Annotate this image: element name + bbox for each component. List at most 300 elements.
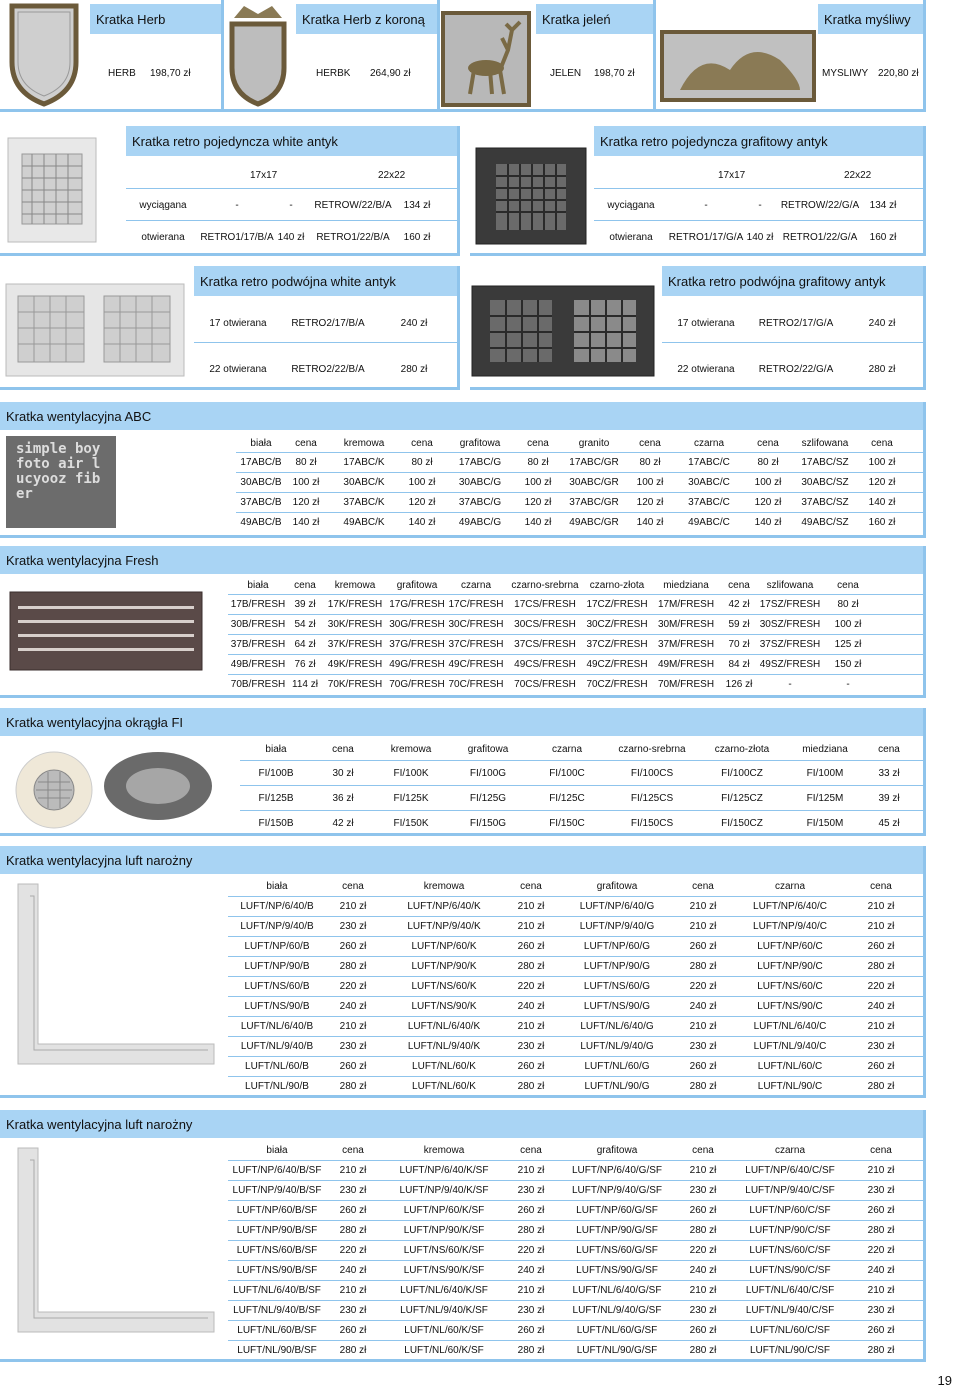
- herb-panel-1: [224, 0, 440, 112]
- luft1-row: [228, 997, 926, 1016]
- fi-row-cell: FI/150K: [393, 817, 429, 829]
- fresh-row-cell: 70C/FRESH: [448, 679, 504, 690]
- fi-row-cell: FI/125CS: [630, 792, 674, 804]
- luft2-row-cell: LUFT/NL/6/40/C/SF: [745, 1285, 835, 1296]
- luft1-row-cell: LUFT/NL/6/40/G: [580, 1021, 654, 1032]
- herb-title-1: Kratka Herb z koroną: [296, 4, 437, 34]
- abc-row-cell: 120 zł: [868, 477, 896, 488]
- fresh-row-cell: 126 zł: [725, 679, 753, 690]
- luft1-row-cell: LUFT/NS/90/C: [757, 1001, 823, 1012]
- luft2-row-cell: LUFT/NP/6/40/C/SF: [745, 1165, 835, 1176]
- fresh-row-cell: 70M/FRESH: [657, 679, 715, 690]
- retro-double-white-row-0: 17 otwierana RETRO2/17/B/A 240 zł: [209, 317, 428, 329]
- abc-row-cell: 37ABC/GR: [569, 497, 619, 508]
- luft1-row-cell: 240 zł: [517, 1001, 545, 1012]
- fresh-row-cell: 37G/FRESH: [389, 639, 445, 650]
- fresh-header-row: [228, 576, 926, 594]
- abc-row-cell: 17ABC/G: [458, 457, 502, 468]
- luft1-row-cell: LUFT/NP/60/K: [411, 941, 477, 952]
- luft2-row-cell: 230 zł: [339, 1185, 367, 1196]
- luft1-row-cell: 230 zł: [517, 1041, 545, 1052]
- luft1-row-cell: 260 zł: [689, 941, 717, 952]
- fresh-row-cell: 42 zł: [728, 599, 750, 610]
- fresh-row-cell: 70G/FRESH: [389, 679, 445, 690]
- abc-row: [236, 513, 926, 532]
- luft1-row-cell: LUFT/NP/60/C: [757, 941, 823, 952]
- abc-row-cell: 30ABC/C: [688, 477, 730, 488]
- luft2-row-cell: 260 zł: [517, 1205, 545, 1216]
- abc-row-cell: 100 zł: [524, 477, 552, 488]
- luft1-row-cell: LUFT/NP/6/40/G: [579, 901, 655, 912]
- luft2-row-cell: 230 zł: [867, 1185, 895, 1196]
- luft2-row-cell: 240 zł: [867, 1265, 895, 1276]
- fi-row-cell: FI/100M: [806, 767, 844, 779]
- fi-row-cell: 42 zł: [332, 817, 354, 829]
- abc-row-cell: 17ABC/C: [688, 457, 730, 468]
- luft2-row-cell: LUFT/NP/90/K/SF: [403, 1225, 485, 1236]
- fi-row-cell: 36 zł: [332, 792, 354, 804]
- luft1-row-cell: LUFT/NP/9/40/B: [240, 921, 314, 932]
- luft2-row-cell: LUFT/NL/90/C/SF: [749, 1345, 831, 1356]
- luft2-row-cell: 260 zł: [689, 1205, 717, 1216]
- luft2-row-cell: LUFT/NP/9/40/C/SF: [745, 1185, 835, 1196]
- luft1-header-row-cell: czarna: [774, 880, 805, 892]
- abc-row-cell: 100 zł: [868, 457, 896, 468]
- herb-crown-image: [224, 2, 292, 108]
- abc-row-cell: 30ABC/B: [240, 477, 282, 488]
- luft1-row-cell: 210 zł: [339, 1021, 367, 1032]
- luft2-header-row-cell: cena: [870, 1144, 892, 1156]
- abc-header-row-cell: cena: [639, 437, 661, 449]
- luft2-row-cell: 280 zł: [339, 1345, 367, 1356]
- luft1-row-cell: 260 zł: [339, 941, 367, 952]
- luft2-row-cell: 260 zł: [867, 1205, 895, 1216]
- herb-code-0: HERB: [108, 68, 136, 79]
- abc-row-cell: 80 zł: [527, 457, 549, 468]
- luft2-row-cell: 240 zł: [689, 1265, 717, 1276]
- abc-row-cell: 80 zł: [295, 457, 317, 468]
- abc-row-cell: 49ABC/GR: [569, 517, 619, 528]
- fresh-row-cell: 39 zł: [294, 599, 316, 610]
- luft2-row-cell: LUFT/NS/90/G/SF: [576, 1265, 658, 1276]
- fresh-row-cell: 49B/FRESH: [230, 659, 286, 670]
- luft1-row-cell: LUFT/NL/9/40/K: [407, 1041, 481, 1052]
- fi-header-row-cell: kremowa: [390, 743, 432, 755]
- luft2-row-cell: 230 zł: [867, 1305, 895, 1316]
- fi-row-cell: 33 zł: [878, 767, 900, 779]
- luft2-row-cell: LUFT/NL/6/40/K/SF: [400, 1285, 488, 1296]
- luft1-row-cell: LUFT/NS/90/G: [583, 1001, 651, 1012]
- luft1-row-cell: 210 zł: [867, 1021, 895, 1032]
- luft2-row-cell: 230 zł: [517, 1305, 545, 1316]
- fresh-row-cell: 17C/FRESH: [448, 599, 504, 610]
- luft1-row-cell: 230 zł: [689, 1041, 717, 1052]
- fi-row: [240, 811, 926, 835]
- luft1-row-cell: LUFT/NL/9/40/G: [580, 1041, 654, 1052]
- fresh-row: [228, 635, 926, 654]
- luft1-row-cell: 280 zł: [517, 1081, 545, 1092]
- luft2-row-cell: 210 zł: [339, 1285, 367, 1296]
- fi-section: [0, 708, 926, 836]
- luft1-row-cell: 230 zł: [339, 1041, 367, 1052]
- luft2-row-cell: 240 zł: [517, 1265, 545, 1276]
- fresh-section: [0, 546, 926, 698]
- luft1-row-cell: 210 zł: [517, 901, 545, 912]
- retro-double-graphite-title: Kratka retro podwójna grafitowy antyk: [662, 266, 923, 296]
- fresh-row-cell: -: [846, 679, 850, 690]
- luft1-row-cell: 280 zł: [867, 1081, 895, 1092]
- fresh-row-cell: 80 zł: [837, 599, 859, 610]
- abc-row-cell: 140 zł: [754, 517, 782, 528]
- fresh-row-cell: 49CS/FRESH: [514, 659, 576, 670]
- luft1-row-cell: 260 zł: [517, 1061, 545, 1072]
- herb-title-2: Kratka jeleń: [536, 4, 653, 34]
- fi-row-cell: FI/150CS: [630, 817, 674, 829]
- fresh-row-cell: 59 zł: [728, 619, 750, 630]
- fresh-row-cell: 30G/FRESH: [389, 619, 445, 630]
- luft1-row-cell: LUFT/NL/60/K: [412, 1061, 476, 1072]
- fresh-row-cell: 30C/FRESH: [448, 619, 504, 630]
- luft1-row-cell: 220 zł: [689, 981, 717, 992]
- luft1-row-cell: 260 zł: [867, 1061, 895, 1072]
- abc-row-cell: 17ABC/B: [240, 457, 282, 468]
- herb-code-1: HERBK: [316, 68, 351, 79]
- luft2-row: [228, 1181, 926, 1200]
- luft2-row: [228, 1301, 926, 1320]
- luft1-row-cell: 210 zł: [867, 921, 895, 932]
- herb-shield-image: [4, 2, 84, 108]
- luft2-row-cell: 210 zł: [339, 1165, 367, 1176]
- luft2-row-cell: LUFT/NS/60/C/SF: [749, 1245, 831, 1256]
- retro-double-white-image: [4, 282, 186, 378]
- fresh-title: Kratka wentylacyjna Fresh: [0, 546, 923, 574]
- fresh-row-cell: 100 zł: [834, 619, 862, 630]
- fresh-row-cell: 49C/FRESH: [448, 659, 504, 670]
- luft2-row-cell: 210 zł: [517, 1285, 545, 1296]
- luft1-row-cell: 230 zł: [867, 1041, 895, 1052]
- retro-single-white-h2: 22x22: [378, 170, 406, 181]
- retro-single-graphite-row-0: wyciągana - - RETROW/22/G/A 134 zł: [607, 199, 897, 211]
- luft2-row-cell: 220 zł: [689, 1245, 717, 1256]
- luft2-row-cell: LUFT/NP/6/40/G/SF: [571, 1165, 663, 1176]
- abc-header-row-cell: biała: [250, 437, 272, 449]
- fresh-header-row-cell: miedziana: [663, 579, 709, 591]
- fresh-row-cell: 30CZ/FRESH: [586, 619, 648, 630]
- luft1-row-cell: 210 zł: [339, 901, 367, 912]
- fresh-row-cell: 30SZ/FRESH: [759, 619, 821, 630]
- luft2-row-cell: 280 zł: [867, 1345, 895, 1356]
- luft1-row-cell: LUFT/NL/60/K: [412, 1081, 476, 1092]
- fresh-row-cell: 37CZ/FRESH: [586, 639, 648, 650]
- retro-single-graphite-h2: 22x22: [844, 170, 872, 181]
- fresh-row-cell: 125 zł: [834, 639, 862, 650]
- luft2-row-cell: LUFT/NS/60/K/SF: [403, 1245, 485, 1256]
- abc-row-cell: 140 zł: [524, 517, 552, 528]
- luft1-row-cell: 210 zł: [517, 921, 545, 932]
- fresh-row-cell: 37B/FRESH: [230, 639, 286, 650]
- luft1-section: [0, 846, 926, 1098]
- luft2-row-cell: 210 zł: [689, 1285, 717, 1296]
- fresh-row-cell: 30CS/FRESH: [514, 619, 576, 630]
- fresh-header-row-cell: szlifowana: [766, 579, 814, 591]
- luft1-row-cell: 260 zł: [867, 941, 895, 952]
- abc-row-cell: 49ABC/K: [343, 517, 385, 528]
- luft2-image: [8, 1144, 222, 1356]
- luft1-row-cell: 280 zł: [689, 1081, 717, 1092]
- abc-row-cell: 49ABC/SZ: [801, 517, 849, 528]
- luft2-header-row-cell: biała: [266, 1144, 288, 1156]
- retro-single-white-row-1: otwierana RETRO1/17/B/A 140 zł RETRO1/22/B/A 160 zł: [141, 231, 431, 243]
- luft2-row-cell: LUFT/NL/60/C/SF: [749, 1325, 831, 1336]
- fi-header-row-cell: biała: [265, 743, 287, 755]
- fresh-header-row-cell: grafitowa: [396, 579, 438, 591]
- luft2-row: [228, 1241, 926, 1260]
- luft2-row-cell: 220 zł: [339, 1245, 367, 1256]
- luft1-row-cell: LUFT/NP/6/40/B: [240, 901, 314, 912]
- abc-row-cell: 37ABC/C: [688, 497, 730, 508]
- fi-row-cell: 45 zł: [878, 817, 900, 829]
- fresh-row-cell: 70 zł: [728, 639, 750, 650]
- luft2-row-cell: 260 zł: [339, 1325, 367, 1336]
- abc-row-cell: 37ABC/K: [343, 497, 385, 508]
- luft1-header-row-cell: cena: [520, 880, 542, 892]
- luft1-row-cell: LUFT/NP/6/40/C: [753, 901, 827, 912]
- abc-row-cell: 100 zł: [754, 477, 782, 488]
- luft2-row-cell: LUFT/NL/9/40/B/SF: [233, 1305, 321, 1316]
- abc-row-cell: 100 zł: [292, 477, 320, 488]
- retro-double-white: [0, 266, 460, 390]
- luft2-row-cell: 280 zł: [867, 1225, 895, 1236]
- luft2-row-cell: 260 zł: [517, 1325, 545, 1336]
- abc-header-row-cell: szlifowana: [801, 437, 849, 449]
- luft2-row-cell: LUFT/NP/9/40/B/SF: [232, 1185, 322, 1196]
- fresh-row: [228, 595, 926, 614]
- abc-row: [236, 453, 926, 472]
- retro-single-white: [0, 126, 460, 256]
- luft1-row-cell: 240 zł: [339, 1001, 367, 1012]
- fresh-row-cell: 70K/FRESH: [327, 679, 383, 690]
- fresh-row-cell: 17SZ/FRESH: [759, 599, 821, 610]
- luft1-row-cell: LUFT/NS/60/K: [411, 981, 477, 992]
- luft2-row-cell: LUFT/NS/90/B/SF: [236, 1265, 318, 1276]
- abc-row: [236, 473, 926, 492]
- abc-row-cell: 120 zł: [636, 497, 664, 508]
- luft1-row-cell: LUFT/NS/60/B: [244, 981, 310, 992]
- retro-single-white-row-0: wyciągana - - RETROW/22/B/A 134 zł: [139, 199, 431, 211]
- abc-row-cell: 140 zł: [868, 497, 896, 508]
- fresh-row: [228, 675, 926, 694]
- abc-image: simple boy foto air lucyooz fiber: [6, 436, 116, 528]
- luft1-header-row-cell: cena: [870, 880, 892, 892]
- luft1-row-cell: 210 zł: [867, 901, 895, 912]
- luft1-row-cell: LUFT/NL/60/G: [584, 1061, 650, 1072]
- luft1-row: [228, 1037, 926, 1056]
- luft1-row-cell: LUFT/NL/60/C: [757, 1061, 823, 1072]
- fi-header-row-cell: czarno-złota: [714, 743, 770, 755]
- fresh-row-cell: 37K/FRESH: [327, 639, 383, 650]
- fresh-row-cell: 150 zł: [834, 659, 862, 670]
- fresh-header-row-cell: czarno-złota: [589, 579, 645, 591]
- fresh-row-cell: 17CZ/FRESH: [586, 599, 648, 610]
- abc-row-cell: 120 zł: [754, 497, 782, 508]
- luft2-row-cell: 210 zł: [867, 1285, 895, 1296]
- luft2-row-cell: 230 zł: [689, 1185, 717, 1196]
- luft2-row-cell: 230 zł: [517, 1185, 545, 1196]
- luft1-row-cell: 280 zł: [517, 961, 545, 972]
- luft2-row-cell: 230 zł: [689, 1305, 717, 1316]
- fresh-row-cell: 37M/FRESH: [657, 639, 715, 650]
- luft1-row: [228, 977, 926, 996]
- luft1-row-cell: LUFT/NL/9/40/C: [753, 1041, 827, 1052]
- fi-row-cell: 30 zł: [332, 767, 354, 779]
- retro-single-white-h1: 17x17: [250, 170, 278, 181]
- luft2-header-row-cell: kremowa: [423, 1144, 465, 1156]
- luft1-row: [228, 1077, 926, 1096]
- retro-double-graphite-row-0: 17 otwierana RETRO2/17/G/A 240 zł: [677, 317, 896, 329]
- fi-row-cell: FI/100C: [549, 767, 585, 779]
- abc-row-cell: 80 zł: [639, 457, 661, 468]
- luft1-row-cell: LUFT/NP/60/G: [583, 941, 651, 952]
- abc-row-cell: 49ABC/G: [458, 517, 502, 528]
- luft2-row-cell: LUFT/NP/60/G/SF: [576, 1205, 658, 1216]
- retro-single-graphite: [470, 126, 926, 256]
- abc-header-row-cell: grafitowa: [459, 437, 501, 449]
- abc-row-cell: 140 zł: [292, 517, 320, 528]
- fresh-row-cell: 64 zł: [294, 639, 316, 650]
- fresh-row-cell: 54 zł: [294, 619, 316, 630]
- fi-header-row-cell: grafitowa: [467, 743, 509, 755]
- luft1-row-cell: 210 zł: [689, 1021, 717, 1032]
- luft2-row-cell: LUFT/NL/6/40/G/SF: [572, 1285, 662, 1296]
- luft1-header-row-cell: cena: [342, 880, 364, 892]
- luft2-row-cell: 210 zł: [689, 1165, 717, 1176]
- luft1-row-cell: LUFT/NP/9/40/K: [407, 921, 481, 932]
- luft2-row-cell: LUFT/NS/90/K/SF: [403, 1265, 485, 1276]
- fresh-row-cell: 70CZ/FRESH: [586, 679, 648, 690]
- abc-row-cell: 120 zł: [408, 497, 436, 508]
- fi-row-cell: FI/125M: [806, 792, 844, 804]
- fresh-row-cell: 17K/FRESH: [327, 599, 383, 610]
- abc-header-row: [236, 434, 926, 452]
- luft1-row-cell: LUFT/NL/6/40/B: [240, 1021, 314, 1032]
- abc-header-row-cell: cena: [411, 437, 433, 449]
- fi-row-cell: FI/150B: [258, 817, 294, 829]
- herb-price-3: 220,80 zł: [878, 68, 919, 79]
- deer-image: [440, 10, 532, 108]
- luft1-row-cell: 220 zł: [517, 981, 545, 992]
- abc-row-cell: 17ABC/SZ: [801, 457, 849, 468]
- abc-row: [236, 493, 926, 512]
- luft2-header-row: [228, 1140, 926, 1160]
- fresh-header-row-cell: cena: [837, 579, 859, 591]
- fi-row-cell: FI/100G: [469, 767, 507, 779]
- luft1-row-cell: 260 zł: [689, 1061, 717, 1072]
- abc-section: [0, 402, 926, 538]
- luft2-row-cell: LUFT/NP/90/B/SF: [236, 1225, 318, 1236]
- fi-row-cell: FI/100CS: [630, 767, 674, 779]
- fresh-row: [228, 655, 926, 674]
- luft1-row-cell: LUFT/NP/90/B: [244, 961, 310, 972]
- luft2-row-cell: LUFT/NL/9/40/G/SF: [572, 1305, 662, 1316]
- retro-double-graphite-row-1: 22 otwierana RETRO2/22/G/A 280 zł: [677, 363, 896, 375]
- fresh-row-cell: 17M/FRESH: [657, 599, 715, 610]
- luft1-header-row-cell: biała: [266, 880, 288, 892]
- abc-title: Kratka wentylacyjna ABC: [0, 402, 923, 430]
- abc-row-cell: 17ABC/K: [343, 457, 385, 468]
- luft2-row: [228, 1341, 926, 1360]
- abc-row-cell: 100 zł: [408, 477, 436, 488]
- luft2-row-cell: LUFT/NP/90/C/SF: [749, 1225, 831, 1236]
- luft2-row-cell: LUFT/NP/60/C/SF: [749, 1205, 831, 1216]
- luft2-row-cell: LUFT/NL/60/K/SF: [404, 1325, 484, 1336]
- luft2-row-cell: 280 zł: [689, 1345, 717, 1356]
- luft1-row-cell: LUFT/NL/9/40/B: [240, 1041, 314, 1052]
- luft2-row-cell: 260 zł: [867, 1325, 895, 1336]
- abc-row-cell: 49ABC/B: [240, 517, 282, 528]
- luft1-row-cell: 260 zł: [339, 1061, 367, 1072]
- abc-row-cell: 30ABC/GR: [569, 477, 619, 488]
- retro-white-image: [6, 136, 98, 244]
- luft1-row-cell: LUFT/NP/9/40/C: [753, 921, 827, 932]
- luft2-row-cell: 280 zł: [339, 1225, 367, 1236]
- abc-row-cell: 37ABC/G: [458, 497, 502, 508]
- fresh-row-cell: 70B/FRESH: [230, 679, 286, 690]
- luft1-row-cell: LUFT/NS/60/C: [757, 981, 823, 992]
- luft2-row-cell: 280 zł: [689, 1225, 717, 1236]
- luft2-row-cell: LUFT/NS/60/B/SF: [236, 1245, 318, 1256]
- luft2-row-cell: LUFT/NS/60/G/SF: [576, 1245, 658, 1256]
- fresh-header-row-cell: kremowa: [334, 579, 376, 591]
- luft2-row-cell: LUFT/NL/90/B/SF: [237, 1345, 317, 1356]
- luft1-row-cell: LUFT/NS/60/G: [583, 981, 651, 992]
- luft2-row-cell: LUFT/NL/60/G/SF: [576, 1325, 658, 1336]
- herb-price-2: 198,70 zł: [594, 68, 635, 79]
- luft1-row-cell: LUFT/NP/90/K: [411, 961, 477, 972]
- fi-row: [240, 786, 926, 810]
- fresh-row-cell: 76 zł: [294, 659, 316, 670]
- luft1-row: [228, 937, 926, 956]
- luft1-header-row: [228, 876, 926, 896]
- luft1-row-cell: 240 zł: [689, 1001, 717, 1012]
- fresh-row-cell: 37CS/FRESH: [514, 639, 576, 650]
- fi-header-row-cell: cena: [878, 743, 900, 755]
- fresh-row: [228, 615, 926, 634]
- fi-header-row: [240, 738, 926, 760]
- herb-panel-2: [440, 0, 656, 112]
- luft2-header-row-cell: cena: [342, 1144, 364, 1156]
- luft1-row: [228, 1057, 926, 1076]
- herb-code-2: JELEN: [550, 68, 582, 79]
- luft2-row-cell: LUFT/NL/6/40/B/SF: [233, 1285, 321, 1296]
- luft1-row-cell: LUFT/NS/90/B: [244, 1001, 310, 1012]
- luft1-row-cell: 280 zł: [867, 961, 895, 972]
- luft1-row-cell: LUFT/NL/90/C: [757, 1081, 823, 1092]
- luft1-row: [228, 957, 926, 976]
- abc-row-cell: 80 zł: [757, 457, 779, 468]
- fi-row: [240, 761, 926, 785]
- herb-section: [0, 0, 960, 112]
- abc-row-cell: 30ABC/K: [343, 477, 385, 488]
- luft1-row-cell: LUFT/NL/6/40/C: [753, 1021, 827, 1032]
- fi-row-cell: FI/125G: [469, 792, 507, 804]
- luft1-row-cell: LUFT/NP/60/B: [244, 941, 310, 952]
- luft2-title: Kratka wentylacyjna luft narożny: [0, 1110, 923, 1138]
- retro-single-graphite-h1: 17x17: [718, 170, 746, 181]
- luft1-row-cell: 280 zł: [339, 961, 367, 972]
- luft1-header-row-cell: kremowa: [423, 880, 465, 892]
- luft2-row-cell: LUFT/NP/90/G/SF: [576, 1225, 658, 1236]
- luft2-header-row-cell: cena: [692, 1144, 714, 1156]
